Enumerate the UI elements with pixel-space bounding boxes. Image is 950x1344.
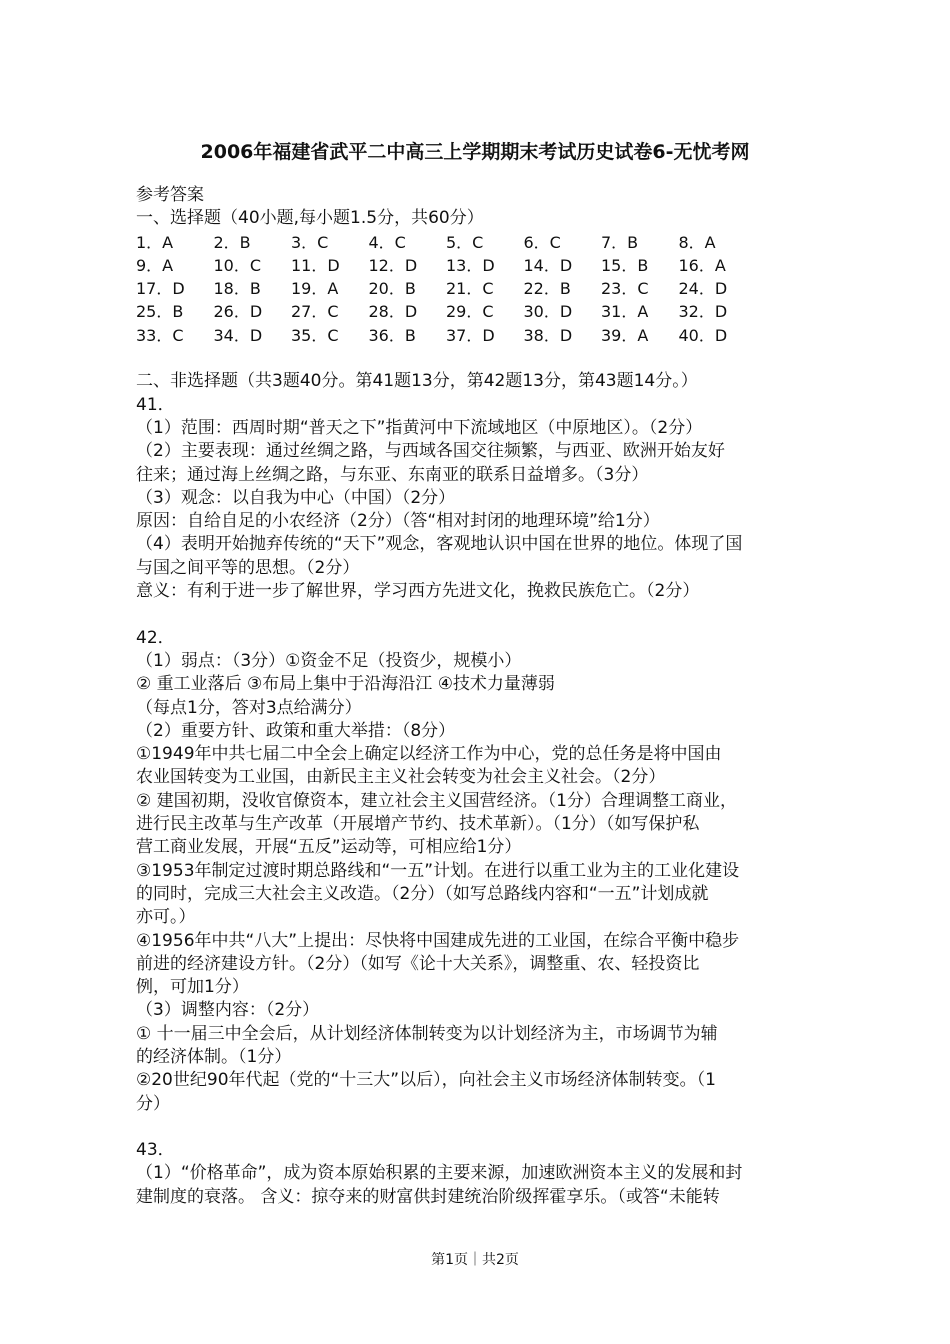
answer-line: 分） [136, 1093, 170, 1114]
answer-line: 41． [136, 394, 175, 415]
answer-line: 43． [136, 1140, 175, 1161]
answer-line: （1）范围：西周时期“普天之下”指黄河中下流域地区（中原地区）。（2分） [136, 417, 703, 438]
answer-line: ④1956年中共“八大”上提出：尽快将中国建成先进的工业国，在综合平衡中稳步 [136, 930, 740, 951]
answer-line: （1）“价格革命”，成为资本原始积累的主要来源，加速欧洲资本主义的发展和封 [136, 1163, 743, 1184]
answer-cell: 16．A [678, 255, 726, 275]
section-heading: 参考答案 [136, 185, 204, 205]
answer-line: ② 重工业落后 ③布局上集中于沿海沿江 ④技术力量薄弱 [136, 674, 555, 695]
answer-line: 的经济体制。（1分） [136, 1046, 292, 1067]
answer-line: 例，可加1分） [136, 977, 249, 998]
answer-row [136, 277, 826, 300]
answer-cell: 26．D [213, 302, 263, 322]
answer-row [136, 324, 826, 347]
answer-line: 与国之间平等的思想。（2分） [136, 557, 360, 578]
answer-cell: 33．C [136, 325, 184, 345]
question-42 [136, 627, 826, 1116]
answer-cell: 13．D [446, 255, 495, 275]
answer-cell: 17．D [136, 279, 185, 299]
answer-cell: 12．D [368, 255, 418, 275]
answer-row [136, 254, 826, 277]
answer-cell: 6．C [523, 232, 561, 252]
spacer [136, 1116, 826, 1139]
page-footer: 第1页｜共2页 [431, 1252, 519, 1268]
answer-line: （4）表明开始抛弃传统的“天下”观念，客观地认识中国在世界的地位。体现了国 [136, 534, 743, 555]
question-41 [136, 394, 826, 604]
answer-cell: 8．A [678, 232, 716, 252]
answer-line: 建制度的衰落。 含义：掠夺来的财富供封建统治阶级挥霍享乐。（或答“未能转 [136, 1186, 720, 1207]
answer-cell: 27．C [291, 302, 339, 322]
answer-line: ②20世纪90年代起（党的“十三大”以后），向社会主义市场经济体制转变。（1 [136, 1070, 716, 1091]
answer-cell: 9．A [136, 255, 174, 275]
answer-cell: 31．A [601, 302, 649, 322]
answer-line: （3）调整内容：（2分） [136, 1000, 320, 1021]
answer-line: ①1949年中共七届二中全会上确定以经济工作为中心，党的总任务是将中国由 [136, 744, 722, 765]
answer-content [136, 184, 826, 1209]
answer-cell: 15．B [601, 255, 649, 275]
spacer [136, 347, 826, 370]
answer-cell: 18．B [213, 279, 261, 299]
answer-cell: 2．B [213, 232, 251, 252]
answer-line: 意义：有利于进一步了解世界，学习西方先进文化，挽救民族危亡。（2分） [136, 581, 700, 602]
answer-line: 农业国转变为工业国，由新民主主义社会转变为社会主义社会。（2分） [136, 767, 666, 788]
answer-line: ① 十一届三中全会后，从计划经济体制转变为以计划经济为主，市场调节为辅 [136, 1023, 718, 1044]
answer-cell: 10．C [213, 255, 262, 275]
answer-cell: 28．D [368, 302, 418, 322]
answer-cell: 35．C [291, 325, 339, 345]
part2-heading: 二、非选择题（共3题40分。第41题13分，第42题13分，第43题14分。） [136, 371, 698, 392]
answer-cell: 34．D [213, 325, 263, 345]
answer-line: （每点1分，答对3点给满分） [136, 697, 362, 718]
answer-line: ③1953年制定过渡时期总路线和“一五”计划。在进行以重工业为主的工业化建设 [136, 860, 740, 881]
answer-line: 42． [136, 627, 175, 648]
question-43 [136, 1139, 826, 1209]
answer-cell: 32．D [678, 302, 728, 322]
answer-line: 营工商业发展，开展“五反”运动等，可相应给1分） [136, 837, 522, 858]
answer-line: 原因：自给自足的小农经济（2分）（答“相对封闭的地理环境”给1分） [136, 511, 660, 532]
answer-cell: 22．B [523, 279, 571, 299]
answer-cell: 19．A [291, 279, 339, 299]
answer-cell: 24．D [678, 279, 728, 299]
answer-line: （3）观念：以自我为中心（中国）（2分） [136, 487, 456, 508]
answer-cell: 14．D [523, 255, 573, 275]
answer-cell: 38．D [523, 325, 573, 345]
part1-heading: 一、选择题（40小题,每小题1.5分，共60分） [136, 208, 484, 229]
answer-line: （2）主要表现：通过丝绸之路，与西域各国交往频繁，与西亚、欧洲开始友好 [136, 441, 725, 462]
spacer [136, 603, 826, 626]
answer-cell: 4．C [368, 232, 406, 252]
answer-cell: 25．B [136, 302, 184, 322]
answer-cell: 37．D [446, 325, 495, 345]
answer-line: （1）弱点：（3分）①资金不足（投资少，规模小） [136, 650, 522, 671]
answer-cell: 23．C [601, 279, 649, 299]
document-title: 2006年福建省武平二中高三上学期期末考试历史试卷6-无忧考网 [200, 141, 750, 163]
answer-cell: 30．D [523, 302, 573, 322]
answer-cell: 21．C [446, 279, 494, 299]
answer-line: 往来；通过海上丝绸之路，与东亚、东南亚的联系日益增多。（3分） [136, 464, 649, 485]
answer-cell: 1．A [136, 232, 174, 252]
answer-cell: 7．B [601, 232, 639, 252]
answer-cell: 40．D [678, 325, 728, 345]
answer-grid [136, 231, 826, 347]
answer-cell: 20．B [368, 279, 416, 299]
answer-line: （2）重要方针、政策和重大举措：（8分） [136, 720, 456, 741]
answer-cell: 11．D [291, 255, 340, 275]
answer-line: 前进的经济建设方针。（2分）（如写《论十大关系》，调整重、农、轻投资比 [136, 953, 700, 974]
answer-line: 进行民主改革与生产改革（开展增产节约、技术革新）。（1分）（如写保护私 [136, 814, 700, 835]
answer-cell: 3．C [291, 232, 329, 252]
answer-line: ② 建国初期，没收官僚资本，建立社会主义国营经济。（1分）合理调整工商业， [136, 790, 737, 811]
answer-cell: 29．C [446, 302, 494, 322]
answer-row [136, 300, 826, 323]
answer-cell: 39．A [601, 325, 649, 345]
answer-line: 亦可。） [136, 907, 196, 928]
answer-cell: 36．B [368, 325, 416, 345]
answer-cell: 5．C [446, 232, 484, 252]
answer-line: 的同时，完成三大社会主义改造。（2分）（如写总路线内容和“一五”计划成就 [136, 883, 709, 904]
answer-row [136, 231, 826, 254]
